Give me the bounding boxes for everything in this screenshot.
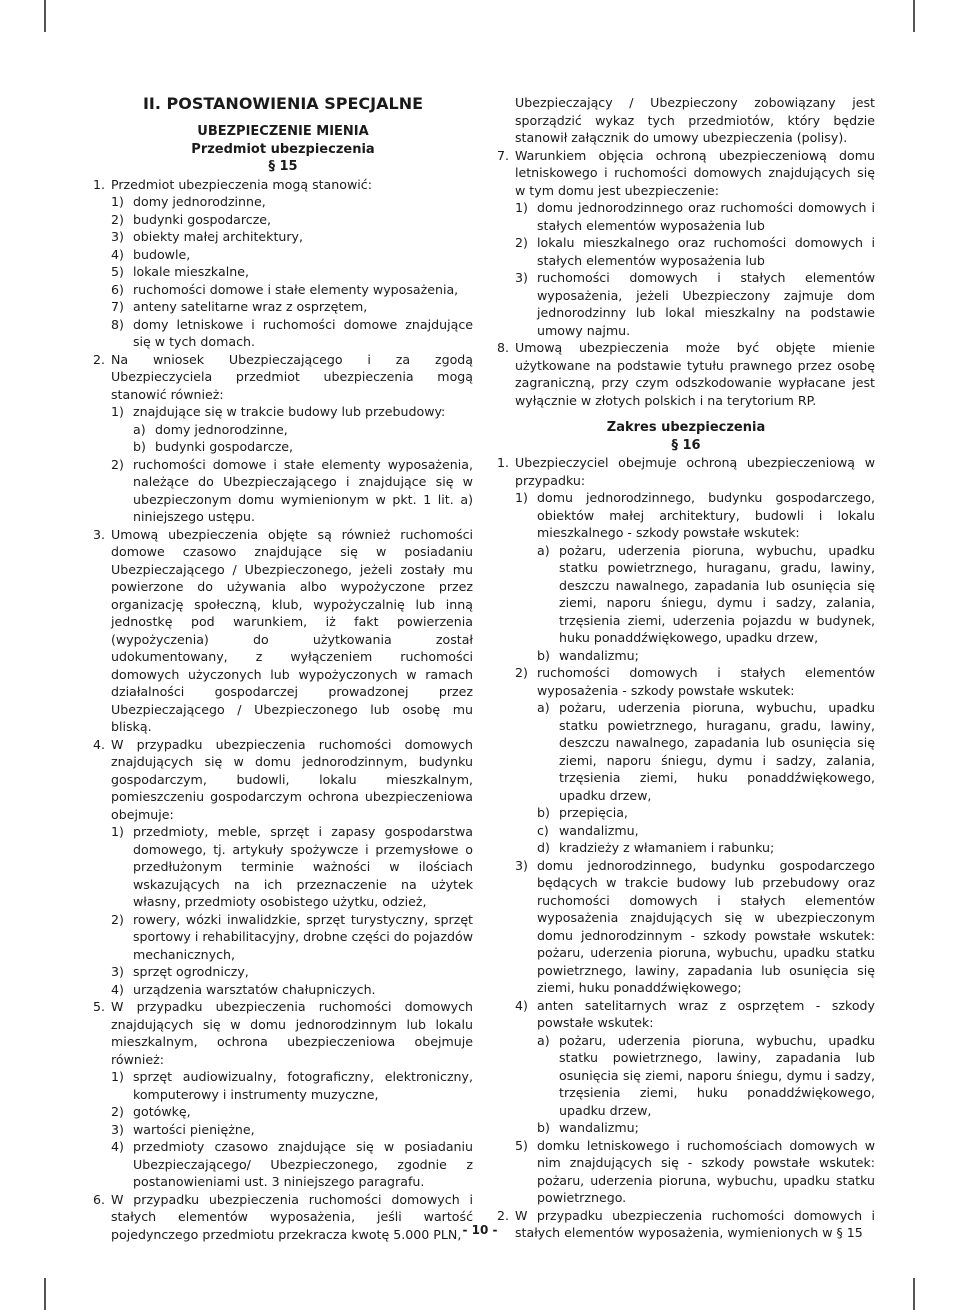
list-number: 1) bbox=[515, 490, 528, 505]
list-text: ruchomości domowe i stałe elementy wyposażenia, należące do Ubezpieczającego i znajdujące się w ubezpieczonym domu wymienionym w pkt. 1 lit. a) niniejszego ustępu. bbox=[133, 456, 473, 524]
list-number: 1) bbox=[515, 200, 528, 215]
list-number: 5) bbox=[111, 264, 124, 279]
clause-1 bbox=[497, 454, 875, 489]
clause-number: 7. bbox=[497, 147, 510, 163]
list-item bbox=[497, 199, 875, 234]
list-text: wandalizmu, bbox=[559, 822, 639, 838]
list-number: 1) bbox=[111, 824, 124, 839]
list-text: domku letniskowego i ruchomościach domowych w nim znajdujących się - szkody powstałe wskutek: pożaru, uderzenia pioruna, wybuchu, upadku statku powietrznego. bbox=[537, 1137, 875, 1205]
list-text: domy letniskowe i ruchomości domowe znajdujące się w tych domach. bbox=[133, 316, 473, 349]
list-item bbox=[497, 542, 875, 647]
list-text: przedmioty, meble, sprzęt i zapasy gospodarstwa domowego, tj. artykuły spożywcze i przemysłowe o przedłużonym terminie ważności w ilościach wskazujących na ich przeznaczenie na użytek własny, przedmioty osobistego użytku, odzież, bbox=[133, 824, 473, 909]
list-text: ruchomości domowych i stałych elementów wyposażenia - szkody powstałe wskutek: bbox=[537, 665, 875, 698]
list-item bbox=[93, 823, 473, 911]
list-number: 4) bbox=[515, 997, 528, 1013]
list-text: przedmioty czasowo znajdujące się w posiadaniu Ubezpieczającego/ Ubezpieczonego, zgodnie z postanowieniami ust. 3 niniejszego paragrafu. bbox=[133, 1139, 473, 1189]
clause-number: 3. bbox=[93, 526, 106, 542]
clause-8 bbox=[497, 339, 875, 409]
list-item bbox=[497, 664, 875, 699]
list-text: budynki gospodarcze, bbox=[155, 439, 294, 454]
list-number: 8) bbox=[111, 316, 124, 332]
list-item bbox=[497, 1119, 875, 1137]
list-letter: a) bbox=[537, 1032, 550, 1048]
list-item bbox=[93, 1103, 473, 1121]
list-text: przepięcia, bbox=[559, 805, 628, 820]
list-item bbox=[497, 804, 875, 822]
list-item bbox=[93, 403, 473, 421]
list-text: rowery, wózki inwalidzkie, sprzęt turystyczny, sprzęt sportowy i rehabilitacyjny, drobne części do pojazdów mechanicznych, bbox=[133, 911, 473, 962]
crop-mark-top-right bbox=[913, 0, 915, 32]
list-text: anten satelitarnych wraz z osprzętem - szkody powstałe wskutek: bbox=[537, 997, 875, 1030]
part-title: II. POSTANOWIENIA SPECJALNE bbox=[142, 94, 424, 113]
clause-number: 1. bbox=[93, 176, 106, 192]
clause-number: 4. bbox=[93, 736, 106, 752]
list-letter: a) bbox=[537, 700, 550, 715]
list-item bbox=[497, 647, 875, 665]
clause-number: 1. bbox=[497, 455, 510, 470]
list-item bbox=[93, 456, 473, 526]
list-item bbox=[93, 193, 473, 211]
clause-number: 2. bbox=[93, 351, 106, 367]
clause-text: Umową ubezpieczenia objęte są również ruchomości domowe czasowo znajdujące się w posiadaniu Ubezpieczającego / Ubezpieczonego, jeżeli zostały mu powierzone do używania albo wypożyczone przez organizację społeczną, klub, wypożyczalnię lub inną jednostkę pod warunkiem, iż fakt powierzenia (wypożyczenia) do użytkowania został udokumentowany, z wyłączeniem ruchomości domowych użyczonych lub wypożyczonych w ramach działalności gospodarczej prowadzonej przez Ubezpieczającego / Ubezpieczonego lub osobę mu bliską. bbox=[111, 526, 473, 734]
list-item bbox=[93, 1068, 473, 1103]
crop-mark-bottom-left bbox=[44, 1278, 46, 1310]
section-heading: Zakres ubezpieczenia bbox=[606, 420, 766, 435]
list-number: 3) bbox=[111, 1121, 124, 1137]
clause-1 bbox=[93, 176, 473, 194]
list-text: kradzieży z włamaniem i rabunku; bbox=[559, 840, 775, 855]
list-item bbox=[93, 316, 473, 351]
clause-number: 6. bbox=[93, 1191, 106, 1207]
clause-4 bbox=[93, 736, 473, 824]
list-text: domy jednorodzinne, bbox=[155, 421, 288, 437]
list-item bbox=[497, 234, 875, 269]
list-number: 2) bbox=[111, 456, 124, 472]
clause-6-continuation: Ubezpieczający / Ubezpieczony zobowiązany jest sporządzić wykaz tych przedmiotów, który będzie stanowił załącznik do umowy ubezpieczenia (polisy). bbox=[515, 95, 875, 145]
clause-text: W przypadku ubezpieczenia ruchomości domowych i stałych elementów wyposażenia, jeśli wartość pojedynczego przedmiotu przekracza kwotę 5.000 PLN, bbox=[111, 1191, 473, 1242]
list-letter: a) bbox=[537, 542, 550, 558]
clause-text: Na wniosek Ubezpieczającego i za zgodą Ubezpieczyciela przedmiot ubezpieczenia mogą stanowić również: bbox=[111, 351, 473, 402]
list-number: 2) bbox=[515, 665, 528, 680]
list-item bbox=[93, 1121, 473, 1139]
list-text: domy jednorodzinne, bbox=[133, 194, 266, 209]
crop-mark-bottom-right bbox=[913, 1278, 915, 1310]
right-column bbox=[497, 94, 875, 1242]
list-item bbox=[93, 438, 473, 456]
list-text: gotówkę, bbox=[133, 1104, 191, 1119]
clause-text: Umową ubezpieczenia może być objęte mienie użytkowane na podstawie tytułu prawnego przez osobę zagraniczną, przy czym odszkodowanie wypłacane jest wyłącznie w złotych polskich i na terytorium RP. bbox=[515, 340, 875, 408]
list-number: 2) bbox=[111, 1104, 124, 1119]
list-item bbox=[93, 963, 473, 981]
list-number: 3) bbox=[111, 229, 124, 244]
list-item bbox=[497, 997, 875, 1032]
list-number: 6) bbox=[111, 281, 124, 297]
list-item bbox=[93, 246, 473, 264]
list-text: pożaru, uderzenia pioruna, wybuchu, upadku statku powietrznego, lawiny, zapadania lub osunięcia się ziemi, naporu śniegu, dymu i sadzy, trzęsienia ziemi, huku ponaddźwiękowego, upadku drzew, bbox=[559, 1032, 875, 1118]
clause-text: Ubezpieczyciel obejmuje ochroną ubezpieczeniową w przypadku: bbox=[515, 455, 875, 488]
list-number: 3) bbox=[515, 857, 528, 873]
list-text: wartości pieniężne, bbox=[133, 1121, 255, 1137]
list-letter: c) bbox=[537, 822, 549, 838]
list-number: 3) bbox=[515, 270, 528, 285]
list-item bbox=[497, 839, 875, 857]
list-item bbox=[93, 228, 473, 246]
list-text: pożaru, uderzenia pioruna, wybuchu, upadku statku powietrznego, huraganu, gradu, lawiny, deszczu nawalnego, zapadania lub osunięcia się ziemi, naporu śniegu, dymu i sadzy, zalania, trzęsienia ziemi, uderzenia pojazdu w budynek, huku ponaddźwiękowego, upadku drzew, bbox=[559, 542, 875, 645]
list-text: sprzęt audiowizualny, fotograficzny, elektroniczny, komputerowy i instrumenty muzyczne, bbox=[133, 1069, 473, 1102]
list-number: 1) bbox=[111, 404, 124, 419]
list-item bbox=[93, 298, 473, 316]
list-text: anteny satelitarne wraz z osprzętem, bbox=[133, 299, 368, 314]
clause-number: 5. bbox=[93, 999, 106, 1014]
list-item bbox=[93, 981, 473, 999]
list-item bbox=[93, 1138, 473, 1191]
paragraph-number: § 15 bbox=[268, 159, 298, 174]
list-text: budowle, bbox=[133, 246, 191, 262]
list-text: obiekty małej architektury, bbox=[133, 229, 304, 244]
list-text: wandalizmu; bbox=[559, 647, 639, 663]
list-item bbox=[93, 911, 473, 964]
list-item bbox=[497, 489, 875, 542]
crop-mark-top-left bbox=[44, 0, 46, 32]
list-letter: b) bbox=[537, 805, 550, 820]
list-text: ruchomości domowych i stałych elementów wyposażenia, jeżeli Ubezpieczony zajmuje dom jednorodzinny lub lokal mieszkalny na podstawie umowy najmu. bbox=[537, 270, 875, 338]
list-number: 1) bbox=[111, 194, 124, 209]
list-item bbox=[497, 857, 875, 997]
clause-3 bbox=[93, 526, 473, 736]
list-number: 2) bbox=[515, 235, 528, 250]
list-number: 3) bbox=[111, 964, 124, 979]
list-text: lokale mieszkalne, bbox=[133, 264, 249, 279]
spacer bbox=[497, 409, 875, 419]
clause-5 bbox=[93, 998, 473, 1068]
list-text: lokalu mieszkalnego oraz ruchomości domowych i stałych elementów wyposażenia lub bbox=[537, 235, 875, 268]
section-subheading: Przedmiot ubezpieczenia bbox=[191, 141, 375, 157]
list-item bbox=[497, 822, 875, 840]
list-item bbox=[497, 269, 875, 339]
list-number: 7) bbox=[111, 299, 124, 314]
left-column bbox=[93, 94, 473, 1243]
list-item bbox=[497, 1032, 875, 1120]
list-item bbox=[93, 421, 473, 439]
list-item bbox=[93, 263, 473, 281]
clause-text: W przypadku ubezpieczenia ruchomości domowych i stałych elementów wyposażenia, wymienionych w § 15 bbox=[515, 1207, 875, 1240]
list-text: znajdujące się w trakcie budowy lub przebudowy: bbox=[133, 404, 446, 419]
list-letter: b) bbox=[133, 439, 146, 454]
list-number: 4) bbox=[111, 1139, 124, 1154]
clause-2 bbox=[93, 351, 473, 404]
list-text: budynki gospodarcze, bbox=[133, 211, 272, 227]
clause-7 bbox=[497, 147, 875, 200]
list-item bbox=[93, 211, 473, 229]
list-item bbox=[93, 281, 473, 299]
list-item bbox=[497, 699, 875, 804]
list-text: domu jednorodzinnego, budynku gospodarczego, obiektów małej architektury, budowli i lokalu mieszkalnego - szkody powstałe wskutek: bbox=[537, 490, 875, 540]
list-text: pożaru, uderzenia pioruna, wybuchu, upadku statku powietrznego, huraganu, gradu, lawiny, deszczu nawalnego, zapadania lub osunięcia się ziemi, naporu śniegu, dymu i sadzy, zalania, trzęsienia ziemi, huku ponaddźwiękowego, upadku drzew, bbox=[559, 700, 875, 803]
list-number: 4) bbox=[111, 246, 124, 262]
paragraph-number: § 16 bbox=[671, 437, 701, 453]
clause-text: W przypadku ubezpieczenia ruchomości domowych znajdujących się w domu jednorodzinnym lub lokalu mieszkalnym, ochrona ubezpieczeniowa obejmuje również: bbox=[111, 999, 473, 1067]
clause-number: 2. bbox=[497, 1207, 510, 1223]
list-text: domu jednorodzinnego oraz ruchomości domowych i stałych elementów wyposażenia lub bbox=[537, 200, 875, 233]
page-number: - 10 - bbox=[462, 1223, 498, 1237]
list-number: 4) bbox=[111, 981, 124, 997]
list-text: domu jednorodzinnego, budynku gospodarczego będących w trakcie budowy lub przebudowy oraz ruchomości domowych i stałych elementów wyposażenia znajdujących się w ubezpieczonym domu jednorodzinnym - szkody powstałe wskutek: pożaru, uderzenia pioruna, wybuchu, upadku statku powietrznego, lawiny, zapadania lub osunięcia się ziemi, huku ponaddźwiękowego; bbox=[537, 857, 875, 995]
list-letter: b) bbox=[537, 1120, 550, 1135]
list-letter: b) bbox=[537, 647, 550, 663]
list-number: 5) bbox=[515, 1137, 528, 1153]
clause-text: Przedmiot ubezpieczenia mogą stanowić: bbox=[111, 176, 372, 192]
list-text: urządzenia warsztatów chałupniczych. bbox=[133, 981, 376, 997]
list-letter: a) bbox=[133, 421, 146, 437]
list-letter: d) bbox=[537, 840, 550, 855]
clause-number: 8. bbox=[497, 340, 510, 355]
list-number: 1) bbox=[111, 1069, 124, 1084]
list-text: wandalizmu; bbox=[559, 1120, 639, 1135]
list-text: sprzęt ogrodniczy, bbox=[133, 964, 249, 979]
clause-text: Warunkiem objęcia ochroną ubezpieczeniową domu letniskowego i ruchomości domowych znajdujących się w tym domu jest ubezpieczenie: bbox=[515, 147, 875, 198]
list-item bbox=[497, 1137, 875, 1207]
section-heading: UBEZPIECZENIE MIENIA bbox=[197, 124, 369, 139]
list-text: ruchomości domowe i stałe elementy wyposażenia, bbox=[133, 281, 459, 297]
clause-text: W przypadku ubezpieczenia ruchomości domowych znajdujących się w domu jednorodzinnym, budynku gospodarczym, budowli, lokalu mieszkalnym, pomieszczeniu gospodarczym ochrona ubezpieczeniowa obejmuje: bbox=[111, 736, 473, 822]
list-number: 2) bbox=[111, 211, 124, 227]
list-number: 2) bbox=[111, 911, 124, 927]
